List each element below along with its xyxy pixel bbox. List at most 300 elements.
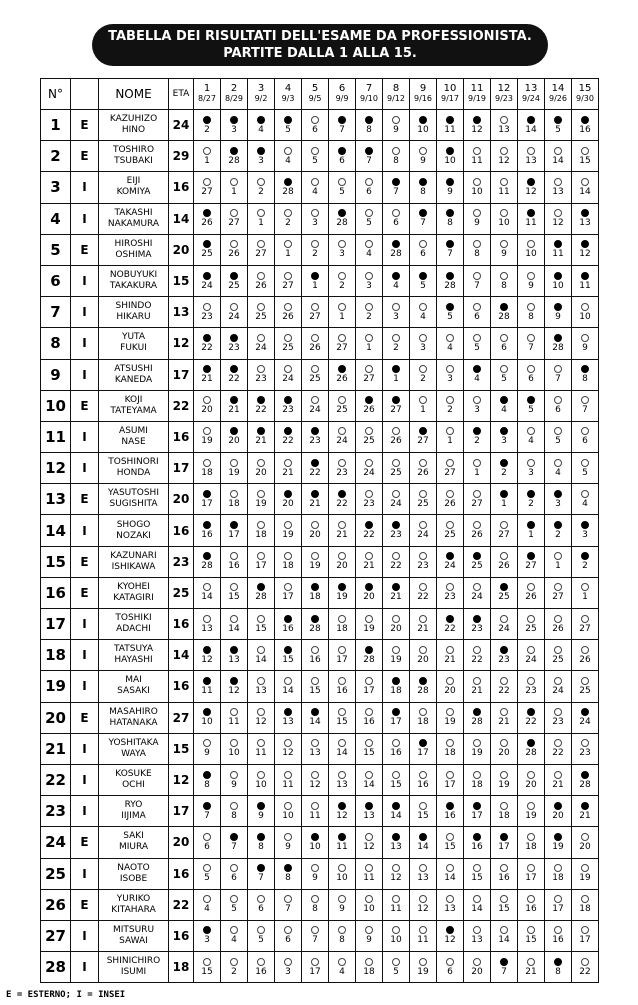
- loss-dot: [392, 427, 400, 435]
- player-age: 17: [169, 359, 194, 390]
- result-cell: [383, 234, 410, 265]
- loss-dot: [392, 490, 400, 498]
- result-cell: [572, 203, 599, 234]
- result-cell: [437, 609, 464, 640]
- player-type: E: [71, 234, 99, 265]
- win-dot: [203, 209, 211, 217]
- opponent-number: 25: [309, 374, 321, 385]
- result-cell: [248, 952, 275, 983]
- loss-dot: [392, 646, 400, 654]
- opponent-number: 2: [582, 561, 588, 572]
- win-dot: [419, 272, 427, 280]
- result-cell: [329, 234, 356, 265]
- opponent-number: 2: [474, 436, 480, 447]
- result-cell: [410, 920, 437, 951]
- result-cell: [491, 764, 518, 795]
- opponent-number: 16: [228, 561, 240, 572]
- opponent-number: 13: [255, 685, 267, 696]
- win-dot: [446, 615, 454, 623]
- opponent-number: 1: [366, 342, 372, 353]
- result-cell: [545, 203, 572, 234]
- opponent-number: 1: [231, 186, 237, 197]
- result-cell: [410, 733, 437, 764]
- result-cell: [572, 920, 599, 951]
- opponent-number: 12: [228, 685, 240, 696]
- opponent-number: 5: [555, 436, 561, 447]
- player-number: 10: [41, 390, 71, 421]
- result-cell: [221, 203, 248, 234]
- loss-dot: [500, 178, 508, 186]
- opponent-number: 4: [366, 249, 372, 260]
- loss-dot: [554, 615, 562, 623]
- loss-dot: [500, 739, 508, 747]
- loss-dot: [527, 926, 535, 934]
- loss-dot: [446, 739, 454, 747]
- player-name: [99, 359, 169, 390]
- win-dot: [311, 615, 319, 623]
- player-age: 15: [169, 733, 194, 764]
- loss-dot: [527, 677, 535, 685]
- win-dot: [311, 708, 319, 716]
- opponent-number: 17: [552, 904, 564, 915]
- table-row: [41, 577, 599, 608]
- win-dot: [446, 272, 454, 280]
- result-cell: [518, 546, 545, 577]
- player-type: E: [71, 390, 99, 421]
- result-cell: [194, 671, 221, 702]
- player-name-last: OSHIMA: [115, 249, 152, 260]
- opponent-number: 24: [579, 717, 591, 728]
- round-number: 3: [257, 83, 265, 94]
- player-age: 17: [169, 796, 194, 827]
- table-row: [41, 858, 599, 889]
- opponent-number: 9: [501, 249, 507, 260]
- loss-dot: [257, 240, 265, 248]
- opponent-number: 24: [309, 405, 321, 416]
- loss-dot: [473, 895, 481, 903]
- opponent-number: 27: [228, 218, 240, 229]
- loss-dot: [500, 802, 508, 810]
- loss-dot: [257, 739, 265, 747]
- loss-dot: [392, 303, 400, 311]
- opponent-number: 19: [579, 873, 591, 884]
- result-cell: [248, 796, 275, 827]
- round-date: 8/27: [198, 94, 216, 103]
- loss-dot: [311, 303, 319, 311]
- opponent-number: 25: [552, 654, 564, 665]
- win-dot: [581, 365, 589, 373]
- round-date: 9/16: [414, 94, 432, 103]
- player-name-first: EIJI: [126, 176, 141, 187]
- opponent-number: 23: [552, 717, 564, 728]
- header-round-14: [545, 79, 572, 110]
- loss-dot: [338, 552, 346, 560]
- win-dot: [230, 833, 238, 841]
- win-dot: [581, 209, 589, 217]
- result-cell: [437, 702, 464, 733]
- player-number: 7: [41, 297, 71, 328]
- win-dot: [419, 677, 427, 685]
- result-cell: [248, 172, 275, 203]
- loss-dot: [581, 926, 589, 934]
- result-cell: [221, 453, 248, 484]
- opponent-number: 24: [498, 623, 510, 634]
- round-number: 2: [230, 83, 238, 94]
- result-cell: [545, 141, 572, 172]
- opponent-number: 3: [582, 530, 588, 541]
- opponent-number: 10: [336, 873, 348, 884]
- result-cell: [572, 421, 599, 452]
- result-cell: [194, 172, 221, 203]
- result-cell: [410, 328, 437, 359]
- result-cell: [572, 359, 599, 390]
- win-dot: [203, 116, 211, 124]
- result-cell: [464, 952, 491, 983]
- player-name-first: TATSUYA: [113, 644, 153, 655]
- win-dot: [473, 615, 481, 623]
- round-number: 12: [497, 83, 511, 94]
- result-cell: [221, 702, 248, 733]
- loss-dot: [365, 677, 373, 685]
- player-number: 23: [41, 796, 71, 827]
- result-cell: [356, 484, 383, 515]
- result-cell: [329, 609, 356, 640]
- win-dot: [203, 521, 211, 529]
- result-cell: [518, 671, 545, 702]
- loss-dot: [581, 334, 589, 342]
- win-dot: [365, 583, 373, 591]
- player-name: [99, 577, 169, 608]
- opponent-number: 10: [552, 280, 564, 291]
- result-cell: [302, 297, 329, 328]
- win-dot: [527, 178, 535, 186]
- win-dot: [392, 240, 400, 248]
- opponent-number: 3: [285, 966, 291, 977]
- result-cell: [464, 265, 491, 296]
- loss-dot: [257, 646, 265, 654]
- win-dot: [473, 365, 481, 373]
- loss-dot: [311, 958, 319, 966]
- loss-dot: [392, 771, 400, 779]
- opponent-number: 12: [390, 873, 402, 884]
- player-number: 16: [41, 577, 71, 608]
- win-dot: [446, 552, 454, 560]
- win-dot: [581, 771, 589, 779]
- result-cell: [329, 764, 356, 795]
- result-cell: [437, 421, 464, 452]
- player-name-last: HAYASHI: [114, 655, 153, 666]
- table-row: [41, 484, 599, 515]
- result-cell: [275, 733, 302, 764]
- win-dot: [203, 240, 211, 248]
- opponent-number: 16: [471, 841, 483, 852]
- player-name-first: TOSHIRO: [112, 145, 155, 156]
- opponent-number: 3: [420, 342, 426, 353]
- loss-dot: [257, 490, 265, 498]
- result-cell: [248, 141, 275, 172]
- opponent-number: 24: [255, 342, 267, 353]
- result-cell: [383, 609, 410, 640]
- title-line-1: TABELLA DEI RISULTATI DELL'ESAME DA PROFESSIONISTA.: [108, 29, 532, 44]
- loss-dot: [419, 240, 427, 248]
- result-cell: [356, 827, 383, 858]
- loss-dot: [311, 895, 319, 903]
- result-cell: [437, 265, 464, 296]
- result-cell: [464, 733, 491, 764]
- round-date: 9/12: [387, 94, 405, 103]
- opponent-number: 24: [336, 436, 348, 447]
- result-cell: [221, 952, 248, 983]
- result-cell: [572, 390, 599, 421]
- win-dot: [203, 552, 211, 560]
- opponent-number: 15: [471, 873, 483, 884]
- opponent-number: 9: [231, 779, 237, 790]
- result-cell: [491, 577, 518, 608]
- result-cell: [545, 889, 572, 920]
- result-cell: [518, 827, 545, 858]
- win-dot: [392, 178, 400, 186]
- loss-dot: [203, 833, 211, 841]
- opponent-number: 9: [204, 748, 210, 759]
- result-cell: [410, 453, 437, 484]
- player-type: I: [71, 952, 99, 983]
- result-cell: [275, 390, 302, 421]
- loss-dot: [365, 365, 373, 373]
- loss-dot: [257, 926, 265, 934]
- opponent-number: 6: [231, 873, 237, 884]
- result-cell: [356, 390, 383, 421]
- opponent-number: 25: [255, 311, 267, 322]
- result-cell: [410, 172, 437, 203]
- win-dot: [257, 116, 265, 124]
- table-row: [41, 920, 599, 951]
- player-name-first: KAZUHIZO: [109, 114, 158, 125]
- result-cell: [194, 920, 221, 951]
- header-type: [71, 79, 99, 110]
- result-cell: [410, 359, 437, 390]
- win-dot: [203, 272, 211, 280]
- loss-dot: [257, 615, 265, 623]
- result-cell: [518, 952, 545, 983]
- player-type: E: [71, 702, 99, 733]
- result-cell: [518, 141, 545, 172]
- opponent-number: 11: [363, 873, 375, 884]
- opponent-number: 13: [201, 623, 213, 634]
- player-number: 6: [41, 265, 71, 296]
- result-cell: [194, 640, 221, 671]
- header-round-9: [410, 79, 437, 110]
- opponent-number: 4: [501, 405, 507, 416]
- player-name-last: NAKAMURA: [107, 218, 160, 229]
- opponent-number: 25: [390, 467, 402, 478]
- opponent-number: 17: [309, 966, 321, 977]
- win-dot: [500, 459, 508, 467]
- opponent-number: 8: [258, 841, 264, 852]
- opponent-number: 12: [255, 717, 267, 728]
- opponent-number: 23: [309, 436, 321, 447]
- opponent-number: 23: [444, 592, 456, 603]
- opponent-number: 7: [528, 342, 534, 353]
- opponent-number: 18: [363, 966, 375, 977]
- result-cell: [410, 671, 437, 702]
- opponent-number: 18: [498, 810, 510, 821]
- result-cell: [545, 265, 572, 296]
- opponent-number: 4: [582, 498, 588, 509]
- result-cell: [410, 764, 437, 795]
- loss-dot: [311, 771, 319, 779]
- result-cell: [572, 234, 599, 265]
- win-dot: [203, 334, 211, 342]
- player-name: [99, 390, 169, 421]
- player-type: I: [71, 359, 99, 390]
- opponent-number: 23: [282, 405, 294, 416]
- loss-dot: [554, 552, 562, 560]
- opponent-number: 2: [528, 498, 534, 509]
- result-cell: [302, 390, 329, 421]
- opponent-number: 25: [444, 530, 456, 541]
- opponent-number: 12: [525, 186, 537, 197]
- opponent-number: 20: [201, 405, 213, 416]
- opponent-number: 2: [501, 467, 507, 478]
- result-cell: [491, 796, 518, 827]
- opponent-number: 6: [528, 374, 534, 385]
- result-cell: [464, 421, 491, 452]
- result-cell: [302, 328, 329, 359]
- opponent-number: 20: [228, 436, 240, 447]
- loss-dot: [203, 895, 211, 903]
- loss-dot: [338, 427, 346, 435]
- opponent-number: 11: [282, 779, 294, 790]
- opponent-number: 25: [336, 405, 348, 416]
- opponent-number: 4: [447, 342, 453, 353]
- loss-dot: [311, 240, 319, 248]
- player-number: 24: [41, 827, 71, 858]
- loss-dot: [257, 552, 265, 560]
- table-row: [41, 265, 599, 296]
- opponent-number: 25: [201, 249, 213, 260]
- opponent-number: 21: [282, 467, 294, 478]
- opponent-number: 26: [444, 498, 456, 509]
- result-cell: [221, 764, 248, 795]
- opponent-number: 7: [582, 405, 588, 416]
- result-cell: [194, 141, 221, 172]
- opponent-number: 8: [366, 124, 372, 135]
- result-cell: [194, 297, 221, 328]
- result-cell: [329, 640, 356, 671]
- result-cell: [329, 390, 356, 421]
- result-cell: [356, 359, 383, 390]
- result-cell: [437, 920, 464, 951]
- result-cell: [437, 640, 464, 671]
- opponent-number: 5: [204, 873, 210, 884]
- loss-dot: [473, 272, 481, 280]
- opponent-number: 23: [417, 561, 429, 572]
- round-number: 8: [392, 83, 400, 94]
- opponent-number: 4: [285, 155, 291, 166]
- player-name: [99, 234, 169, 265]
- opponent-number: 1: [555, 561, 561, 572]
- result-cell: [464, 359, 491, 390]
- loss-dot: [311, 739, 319, 747]
- result-cell: [437, 577, 464, 608]
- opponent-number: 16: [390, 748, 402, 759]
- opponent-number: 10: [498, 218, 510, 229]
- win-dot: [392, 708, 400, 716]
- opponent-number: 19: [336, 592, 348, 603]
- player-name-first: NOBUYUKI: [109, 270, 158, 281]
- opponent-number: 6: [258, 904, 264, 915]
- result-cell: [302, 484, 329, 515]
- result-cell: [383, 546, 410, 577]
- result-cell: [329, 827, 356, 858]
- result-cell: [302, 203, 329, 234]
- result-cell: [329, 920, 356, 951]
- opponent-number: 3: [258, 155, 264, 166]
- win-dot: [392, 365, 400, 373]
- loss-dot: [473, 864, 481, 872]
- table-row: [41, 764, 599, 795]
- opponent-number: 1: [447, 436, 453, 447]
- result-cell: [437, 234, 464, 265]
- opponent-number: 18: [444, 748, 456, 759]
- player-type: I: [71, 733, 99, 764]
- loss-dot: [527, 147, 535, 155]
- result-cell: [518, 359, 545, 390]
- opponent-number: 11: [201, 685, 213, 696]
- result-cell: [518, 796, 545, 827]
- result-cell: [518, 733, 545, 764]
- loss-dot: [257, 677, 265, 685]
- opponent-number: 15: [579, 155, 591, 166]
- win-dot: [392, 583, 400, 591]
- player-number: 25: [41, 858, 71, 889]
- result-cell: [410, 640, 437, 671]
- win-dot: [446, 147, 454, 155]
- player-name: [99, 952, 169, 983]
- loss-dot: [500, 771, 508, 779]
- loss-dot: [311, 178, 319, 186]
- opponent-number: 23: [471, 623, 483, 634]
- opponent-number: 26: [201, 218, 213, 229]
- result-cell: [248, 858, 275, 889]
- opponent-number: 22: [444, 623, 456, 634]
- loss-dot: [581, 178, 589, 186]
- result-cell: [194, 858, 221, 889]
- result-cell: [572, 733, 599, 764]
- opponent-number: 6: [204, 841, 210, 852]
- loss-dot: [284, 958, 292, 966]
- loss-dot: [446, 427, 454, 435]
- loss-dot: [419, 708, 427, 716]
- opponent-number: 13: [282, 717, 294, 728]
- loss-dot: [581, 427, 589, 435]
- result-cell: [464, 827, 491, 858]
- opponent-number: 27: [417, 436, 429, 447]
- loss-dot: [446, 583, 454, 591]
- loss-dot: [257, 303, 265, 311]
- result-cell: [221, 796, 248, 827]
- result-cell: [302, 764, 329, 795]
- loss-dot: [419, 926, 427, 934]
- result-cell: [383, 110, 410, 141]
- loss-dot: [554, 739, 562, 747]
- win-dot: [446, 240, 454, 248]
- win-dot: [554, 272, 562, 280]
- opponent-number: 19: [309, 561, 321, 572]
- result-cell: [356, 110, 383, 141]
- result-cell: [194, 328, 221, 359]
- round-date: 9/24: [522, 94, 540, 103]
